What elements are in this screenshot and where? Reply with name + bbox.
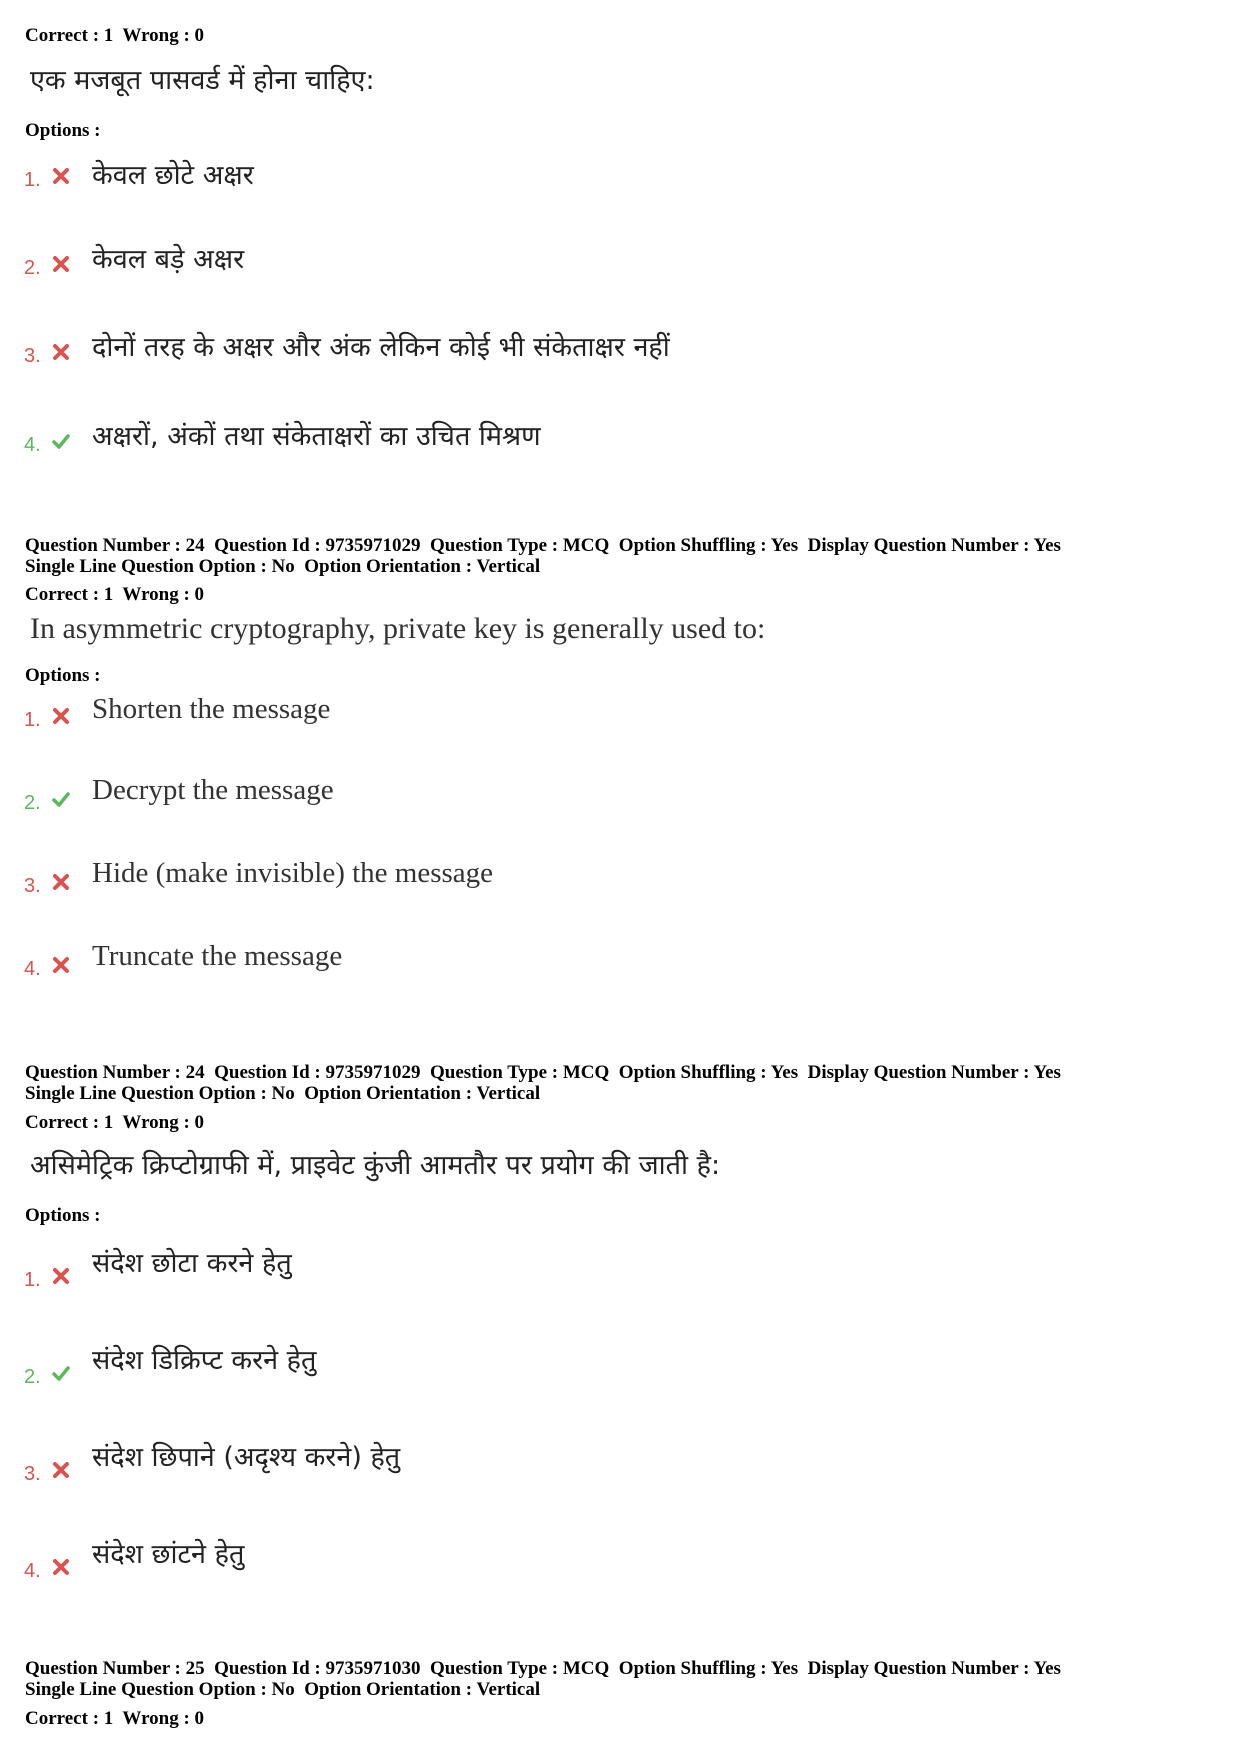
question-meta-line2: Single Line Question Option : No Option Orientation : Vertical bbox=[25, 1083, 541, 1104]
option-text: दोनों तरह के अक्षर और अंक लेकिन कोई भी संकेताक्षर नहीं bbox=[92, 332, 670, 363]
option-2 bbox=[24, 243, 1124, 283]
cross-icon bbox=[52, 255, 70, 273]
option-text: Truncate the message bbox=[92, 940, 343, 972]
question-meta-line1: Question Number : 25 Question Id : 9735971030 Question Type : MCQ Option Shuffling : Yes Display Question Number : Yes bbox=[25, 1658, 1061, 1679]
option-3 bbox=[24, 857, 1124, 901]
option-number: 3. bbox=[24, 875, 41, 897]
cross-icon bbox=[52, 1558, 70, 1576]
question-text-hindi: एक मजबूत पासवर्ड में होना चाहिए: bbox=[30, 65, 375, 96]
option-number: 3. bbox=[24, 345, 41, 367]
option-number: 4. bbox=[24, 1560, 41, 1582]
check-icon bbox=[52, 790, 70, 808]
option-4 bbox=[24, 940, 1124, 984]
option-1 bbox=[24, 1245, 1124, 1291]
question-meta-line2: Single Line Question Option : No Option Orientation : Vertical bbox=[25, 1679, 541, 1700]
option-number: 2. bbox=[24, 257, 41, 279]
option-number: 1. bbox=[24, 169, 41, 191]
question-meta-line1: Question Number : 24 Question Id : 9735971029 Question Type : MCQ Option Shuffling : Yes Display Question Number : Yes bbox=[25, 535, 1061, 556]
option-2 bbox=[24, 1342, 1124, 1388]
cross-icon bbox=[52, 707, 70, 725]
options-label: Options : bbox=[25, 120, 101, 141]
check-icon bbox=[52, 1364, 70, 1382]
question-text-english: In asymmetric cryptography, private key is generally used to: bbox=[30, 612, 766, 645]
correct-wrong-score: Correct : 1 Wrong : 0 bbox=[25, 25, 205, 46]
option-number: 2. bbox=[24, 1366, 41, 1388]
option-4 bbox=[24, 420, 1124, 460]
cross-icon bbox=[52, 167, 70, 185]
option-text: Hide (make invisible) the message bbox=[92, 857, 494, 889]
option-text: संदेश छिपाने (अदृश्य करने) हेतु bbox=[92, 1442, 401, 1473]
cross-icon bbox=[52, 956, 70, 974]
option-text: अक्षरों, अंकों तथा संकेताक्षरों का उचित मिश्रण bbox=[92, 421, 541, 452]
option-2 bbox=[24, 774, 1124, 818]
option-number: 4. bbox=[24, 434, 41, 456]
option-text: संदेश छांटने हेतु bbox=[92, 1539, 245, 1570]
correct-wrong-score: Correct : 1 Wrong : 0 bbox=[25, 1708, 205, 1729]
option-3 bbox=[24, 1439, 1124, 1485]
correct-wrong-score: Correct : 1 Wrong : 0 bbox=[25, 584, 205, 605]
options-label: Options : bbox=[25, 1205, 101, 1226]
option-text: केवल बड़े अक्षर bbox=[92, 244, 245, 275]
options-label: Options : bbox=[25, 665, 101, 686]
option-number: 2. bbox=[24, 792, 41, 814]
option-4 bbox=[24, 1536, 1124, 1582]
option-text: संदेश डिक्रिप्ट करने हेतु bbox=[92, 1345, 317, 1376]
question-meta-line1: Question Number : 24 Question Id : 9735971029 Question Type : MCQ Option Shuffling : Yes Display Question Number : Yes bbox=[25, 1062, 1061, 1083]
correct-wrong-score: Correct : 1 Wrong : 0 bbox=[25, 1112, 205, 1133]
cross-icon bbox=[52, 1461, 70, 1479]
check-icon bbox=[52, 432, 70, 450]
option-text: Shorten the message bbox=[92, 693, 331, 725]
option-number: 1. bbox=[24, 1269, 41, 1291]
option-text: संदेश छोटा करने हेतु bbox=[92, 1248, 292, 1279]
option-3 bbox=[24, 331, 1124, 371]
option-number: 1. bbox=[24, 709, 41, 731]
option-1 bbox=[24, 695, 1124, 735]
option-text: केवल छोटे अक्षर bbox=[92, 160, 254, 191]
option-text: Decrypt the message bbox=[92, 774, 334, 806]
cross-icon bbox=[52, 343, 70, 361]
option-number: 4. bbox=[24, 958, 41, 980]
question-text-hindi: असिमेट्रिक क्रिप्टोग्राफी में, प्राइवेट कुंजी आमतौर पर प्रयोग की जाती है: bbox=[30, 1150, 721, 1181]
cross-icon bbox=[52, 873, 70, 891]
option-number: 3. bbox=[24, 1463, 41, 1485]
question-meta-line2: Single Line Question Option : No Option Orientation : Vertical bbox=[25, 556, 541, 577]
option-1 bbox=[24, 155, 1124, 195]
cross-icon bbox=[52, 1267, 70, 1285]
